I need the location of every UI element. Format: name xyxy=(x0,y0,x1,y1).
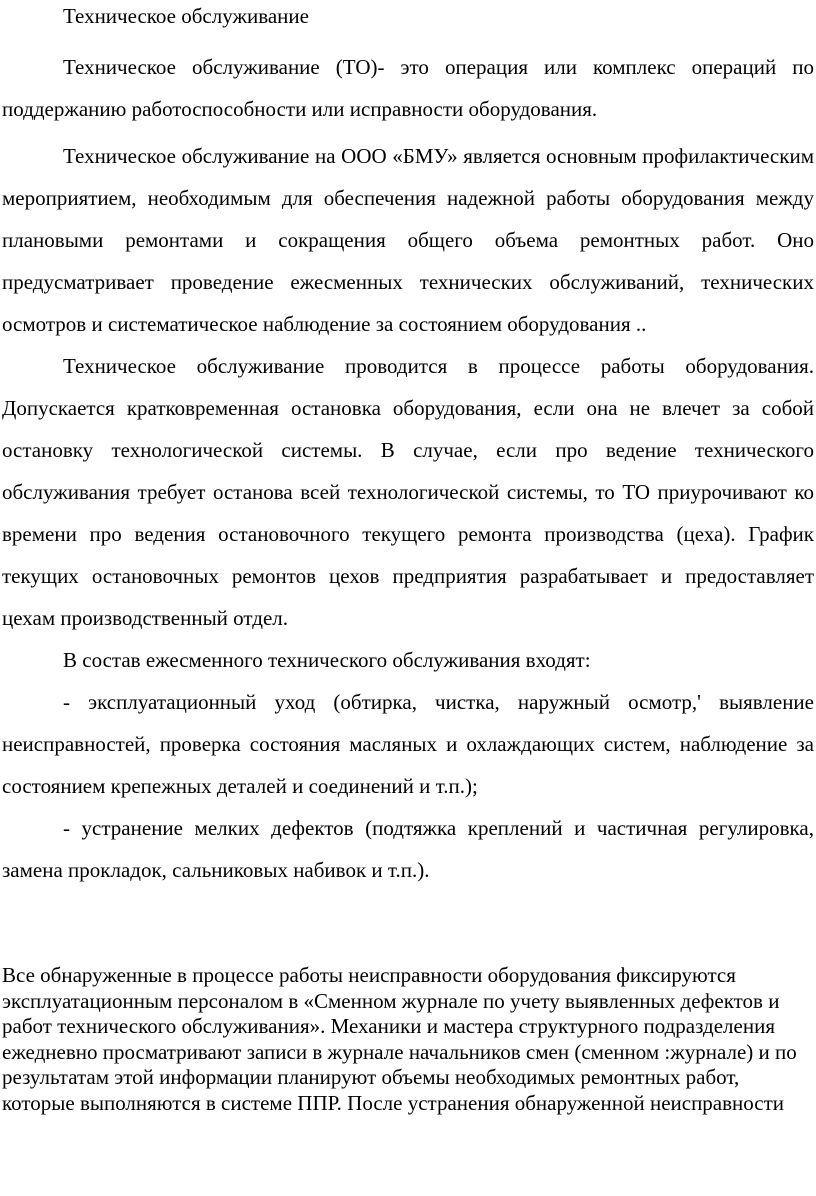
list-item-minor-defects: - устранение мелких дефектов (подтяжка креплений и частичная регулировка, замена прокладок, сальниковых набивок и т.п.). xyxy=(2,816,814,882)
document-title: Техническое обслуживание xyxy=(63,4,309,28)
paragraph-defect-logging: Все обнаруженные в процессе работы неисправности оборудования фиксируются эксплуатационным персоналом в «Сменном журнале по учету выявленных дефектов и работ технического обслуживания». Механики и мастера структурного подразделения ежедневно просматривают записи в журнале начальников смен (сменном :журнале) и по результатам этой информации планируют объемы необходимых ремонтных работ, которые выполняются в системе ППР. После устранения обнаруженной неисправности xyxy=(2,963,797,1115)
paragraph-definition: Техническое обслуживание (ТО)- это операция или комплекс операций по поддержанию работоспособности или исправности оборудования. xyxy=(2,55,814,121)
paragraph-maintenance-process: Техническое обслуживание проводится в процессе работы оборудования. Допускается кратковременная остановка оборудования, если она не влечет за собой остановку технологической системы. В случае, если про ведение технического обслуживания требует останова всей технологической системы, то ТО приурочивают ко времени про ведения остановочного текущего ремонта производства (цеха). График текущих остановочных ремонтов цехов предприятия разрабатывает и предоставляет цехам производственный отдел. xyxy=(2,354,814,630)
list-item-operational-care: - эксплуатационный уход (обтирка, чистка, наружный осмотр,' выявление неисправностей, проверка состояния масляных и охлаждающих систем, наблюдение за состоянием крепежных деталей и соединений и т.п.); xyxy=(2,690,814,798)
paragraph-composition-intro: В состав ежесменного технического обслуживания входят: xyxy=(63,648,591,672)
paragraph-maintenance-role: Техническое обслуживание на ООО «БМУ» является основным профилактическим мероприятием, необходимым для обеспечения надежной работы оборудования между плановыми ремонтами и сокращения общего объема ремонтных работ. Оно предусматривает проведение ежесменных технических обслуживаний, технических осмотров и систематическое наблюдение за состоянием оборудования .. xyxy=(2,144,814,336)
